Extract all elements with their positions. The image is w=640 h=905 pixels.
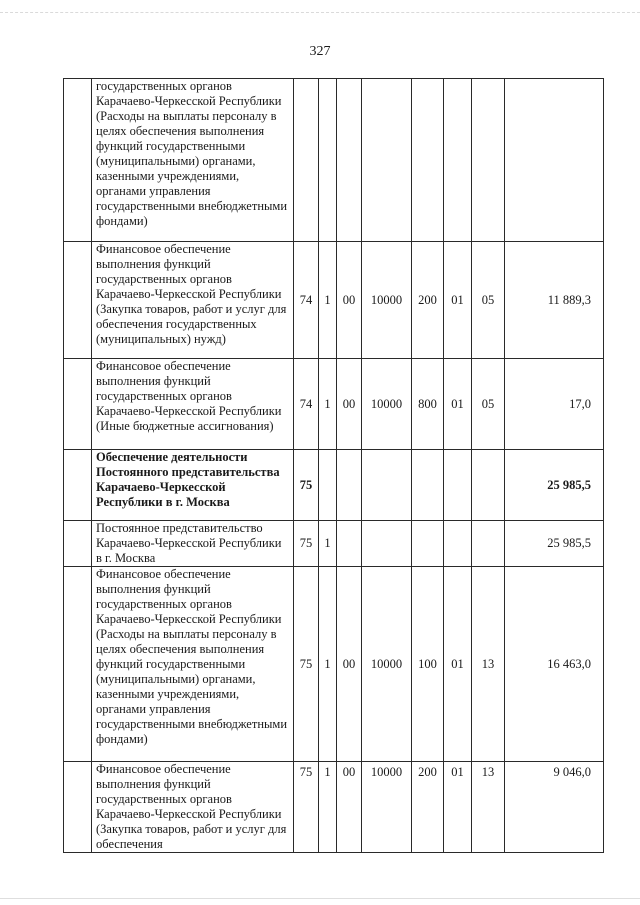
code-cell-c2: 1 bbox=[319, 359, 337, 450]
expense-name-cell: Обеспечение деятельности Постоянного представительства Карачаево-Черкесской Республики в г. Москва bbox=[92, 450, 294, 521]
row-number-cell bbox=[64, 450, 92, 521]
amount-cell: 17,0 bbox=[505, 359, 604, 450]
row-number-cell bbox=[64, 79, 92, 242]
code-cell-c7 bbox=[472, 521, 505, 567]
code-cell-c1 bbox=[294, 79, 319, 242]
code-cell-c5: 800 bbox=[412, 359, 444, 450]
code-cell-c2 bbox=[319, 79, 337, 242]
table-row bbox=[64, 79, 604, 242]
code-cell-c2 bbox=[319, 450, 337, 521]
row-number-cell bbox=[64, 359, 92, 450]
code-cell-c2: 1 bbox=[319, 762, 337, 853]
amount-cell: 16 463,0 bbox=[505, 567, 604, 762]
code-cell-c3 bbox=[337, 450, 362, 521]
table-body bbox=[64, 79, 604, 853]
code-cell-c7 bbox=[472, 450, 505, 521]
code-cell-c6: 01 bbox=[444, 567, 472, 762]
code-cell-c6 bbox=[444, 521, 472, 567]
amount-cell: 25 985,5 bbox=[505, 450, 604, 521]
code-cell-c6: 01 bbox=[444, 242, 472, 359]
code-cell-c7: 05 bbox=[472, 242, 505, 359]
code-cell-c1: 75 bbox=[294, 762, 319, 853]
code-cell-c1: 74 bbox=[294, 359, 319, 450]
expense-name-cell: Финансовое обеспечение выполнения функций государственных органов Карачаево-Черкесской Республики (Закупка товаров, работ и услуг для обеспечения bbox=[92, 762, 294, 853]
expense-name-cell: Финансовое обеспечение выполнения функций государственных органов Карачаево-Черкесской Республики (Расходы на выплаты персоналу в целях обеспечения выполнения функций государственными (муниципальными) органами, казенными учреждениями, органами управления государственными внебюджетными фондами) bbox=[92, 567, 294, 762]
code-cell-c2: 1 bbox=[319, 242, 337, 359]
code-cell-c4: 10000 bbox=[362, 567, 412, 762]
amount-cell: 9 046,0 bbox=[505, 762, 604, 853]
expense-name-cell: государственных органов Карачаево-Черкесской Республики (Расходы на выплаты персоналу в целях обеспечения выполнения функций государственными (муниципальными) органами, казенными учреждениями, органами управления государственными внебюджетными фондами) bbox=[92, 79, 294, 242]
code-cell-c7 bbox=[472, 79, 505, 242]
budget-table bbox=[63, 78, 604, 853]
row-number-cell bbox=[64, 242, 92, 359]
code-cell-c2: 1 bbox=[319, 567, 337, 762]
code-cell-c6 bbox=[444, 450, 472, 521]
code-cell-c1: 75 bbox=[294, 521, 319, 567]
expense-name-cell: Финансовое обеспечение выполнения функций государственных органов Карачаево-Черкесской Республики (Иные бюджетные ассигнования) bbox=[92, 359, 294, 450]
code-cell-c5 bbox=[412, 79, 444, 242]
code-cell-c6: 01 bbox=[444, 359, 472, 450]
row-number-cell bbox=[64, 762, 92, 853]
code-cell-c7: 13 bbox=[472, 762, 505, 853]
code-cell-c3: 00 bbox=[337, 567, 362, 762]
table-row bbox=[64, 521, 604, 567]
table-row bbox=[64, 567, 604, 762]
code-cell-c7: 05 bbox=[472, 359, 505, 450]
amount-cell bbox=[505, 79, 604, 242]
code-cell-c7: 13 bbox=[472, 567, 505, 762]
code-cell-c3 bbox=[337, 521, 362, 567]
table-row bbox=[64, 242, 604, 359]
code-cell-c6: 01 bbox=[444, 762, 472, 853]
table-row bbox=[64, 359, 604, 450]
code-cell-c4 bbox=[362, 450, 412, 521]
code-cell-c3: 00 bbox=[337, 359, 362, 450]
scan-edge-bottom bbox=[0, 892, 640, 899]
code-cell-c6 bbox=[444, 79, 472, 242]
code-cell-c1: 75 bbox=[294, 450, 319, 521]
code-cell-c4: 10000 bbox=[362, 762, 412, 853]
code-cell-c3: 00 bbox=[337, 242, 362, 359]
page-number: 327 bbox=[309, 44, 331, 59]
code-cell-c4 bbox=[362, 79, 412, 242]
row-number-cell bbox=[64, 521, 92, 567]
code-cell-c4: 10000 bbox=[362, 359, 412, 450]
code-cell-c1: 74 bbox=[294, 242, 319, 359]
code-cell-c5: 200 bbox=[412, 762, 444, 853]
table-row bbox=[64, 450, 604, 521]
amount-cell: 11 889,3 bbox=[505, 242, 604, 359]
code-cell-c1: 75 bbox=[294, 567, 319, 762]
expense-name-cell: Финансовое обеспечение выполнения функций государственных органов Карачаево-Черкесской Республики (Закупка товаров, работ и услуг для обеспечения государственных (муниципальных) нужд) bbox=[92, 242, 294, 359]
row-number-cell bbox=[64, 567, 92, 762]
table-row bbox=[64, 762, 604, 853]
code-cell-c4 bbox=[362, 521, 412, 567]
code-cell-c5 bbox=[412, 521, 444, 567]
scan-edge-top bbox=[0, 12, 640, 21]
code-cell-c5: 200 bbox=[412, 242, 444, 359]
code-cell-c5: 100 bbox=[412, 567, 444, 762]
code-cell-c3: 00 bbox=[337, 762, 362, 853]
code-cell-c2: 1 bbox=[319, 521, 337, 567]
code-cell-c4: 10000 bbox=[362, 242, 412, 359]
expense-name-cell: Постоянное представительство Карачаево-Черкесской Республики в г. Москва bbox=[92, 521, 294, 567]
code-cell-c3 bbox=[337, 79, 362, 242]
code-cell-c5 bbox=[412, 450, 444, 521]
amount-cell: 25 985,5 bbox=[505, 521, 604, 567]
